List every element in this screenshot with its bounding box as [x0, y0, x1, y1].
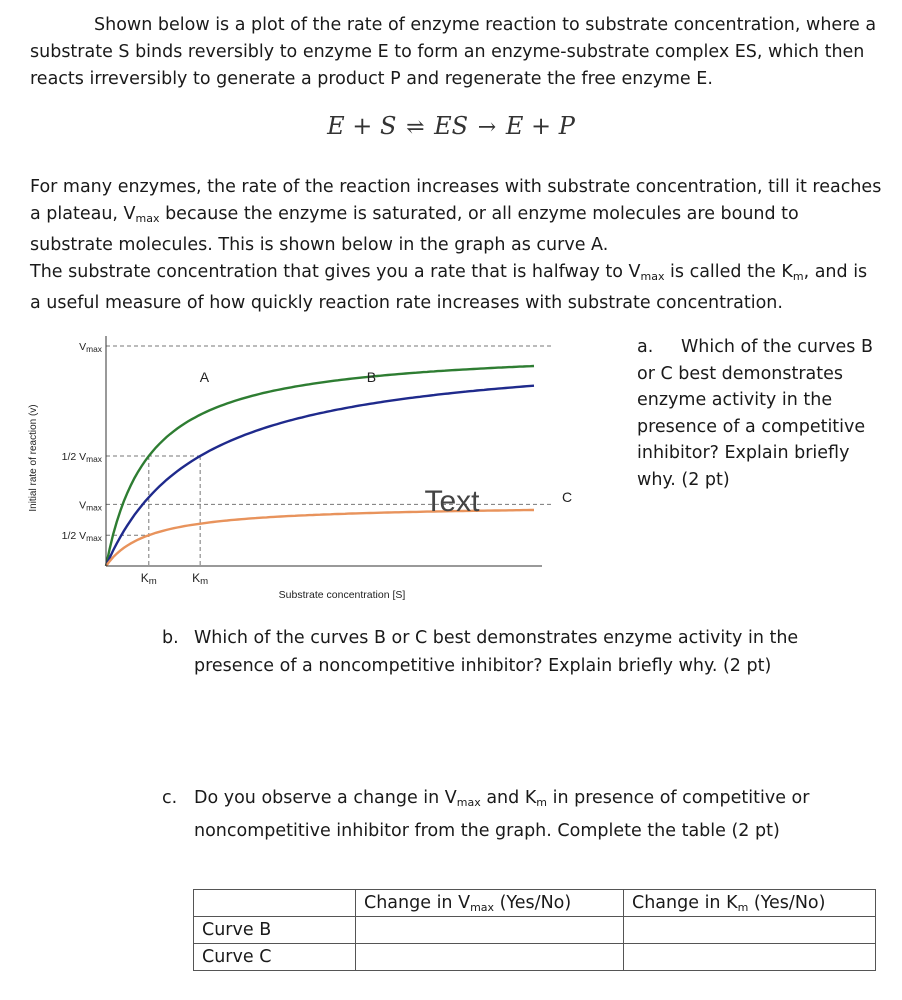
question-c-sub1: max — [456, 796, 481, 809]
table-header-vmax-a: Change in V — [364, 892, 471, 913]
enzyme-kinetics-chart — [22, 330, 622, 620]
y-tick-label-2: Vmax — [79, 499, 102, 513]
explanation-p2-sub2: m — [792, 270, 804, 283]
y-tick-label-1: 1/2 Vmax — [61, 451, 102, 464]
explanation-p2-a: The substrate concentration that gives you a rate that is halfway to V — [30, 262, 641, 282]
eq-complex: ES — [434, 112, 469, 140]
table-header-vmax-sub: max — [470, 900, 495, 914]
explanation-p1-a: For many enzymes, the rate of the reaction increases with substrate concentration, till it reaches a plateau, V — [30, 177, 882, 224]
reaction-equation — [0, 112, 902, 140]
curve-label-b: B — [366, 369, 377, 385]
chart-curves — [106, 366, 534, 566]
table-header-km-sub: m — [737, 900, 749, 914]
question-b-label: b. — [162, 628, 179, 648]
table-cell-b-vmax[interactable] — [356, 917, 624, 944]
question-b — [162, 624, 862, 680]
explanation-p1-sub: max — [135, 212, 160, 225]
question-b-text: Which of the curves B or C best demonstrates enzyme activity in the presence of a noncompetitive inhibitor? Explain briefly why. (2 pt) — [194, 628, 799, 676]
explanation-p2-c: , and is a useful measure of how quickly reaction rate increases with substrate concentration. — [30, 262, 868, 313]
overlay-text-placeholder: Text — [424, 485, 480, 518]
intro-paragraph: Shown below is a plot of the rate of enzyme reaction to substrate concentration, where a substrate S binds reversibly to enzyme E to form an enzyme-substrate complex ES, which then reacts irreversibly to generate a product P and regenerate the free enzyme E. — [30, 15, 877, 89]
eq-forward-arrow: → — [477, 115, 497, 140]
x-axis-title: Substrate concentration [S] — [278, 589, 406, 601]
question-c-text-a: Do you observe a change in V — [194, 788, 457, 808]
explanation-text — [30, 174, 882, 317]
table-header-km-a: Change in K — [632, 892, 738, 913]
question-c-sub2: m — [536, 796, 548, 809]
question-c-label: c. — [162, 788, 178, 808]
eq-reactants: E + S — [327, 112, 397, 140]
table-header-row — [194, 890, 876, 917]
x-tick-label-0: Km — [140, 571, 157, 587]
chart-guides — [106, 346, 554, 566]
question-a-label: a. — [637, 337, 654, 357]
curve-b — [106, 386, 534, 566]
explanation-p1-b: because the enzyme is saturated, or all enzyme molecules are bound to substrate molecules. This is shown below in the graph as curve A. — [30, 204, 799, 255]
table-row-label-curve-c: Curve C — [194, 944, 356, 971]
curve-a — [106, 366, 534, 566]
explanation-p2-sub1: max — [640, 270, 665, 283]
y-tick-label-0: Vmax — [79, 341, 102, 354]
question-c — [162, 784, 862, 845]
question-c-text — [194, 784, 862, 845]
curve-label-c: C — [561, 489, 573, 505]
table-header-km — [624, 890, 876, 917]
curve-c — [106, 510, 534, 566]
table-header-vmax — [356, 890, 624, 917]
table-header-blank — [194, 890, 356, 917]
table-row-label-curve-b: Curve B — [194, 917, 356, 944]
table-cell-c-vmax[interactable] — [356, 944, 624, 971]
y-tick-label-3: 1/2 Vmax — [61, 530, 102, 544]
table-cell-c-km[interactable] — [624, 944, 876, 971]
table-row — [194, 917, 876, 944]
y-axis-title: Initial rate of reaction (v) — [28, 404, 39, 512]
question-a — [637, 334, 887, 493]
table-header-km-b: (Yes/No) — [748, 892, 826, 913]
table-header-vmax-b: (Yes/No) — [494, 892, 572, 913]
table-row — [194, 944, 876, 971]
table-cell-b-km[interactable] — [624, 917, 876, 944]
curve-label-a: A — [199, 369, 210, 385]
question-a-text: Which of the curves B or C best demonstrates enzyme activity in the presence of a competitive inhibitor? Explain briefly why. (2 pt) — [637, 337, 873, 490]
answer-table — [193, 889, 876, 971]
question-c-text-b: and K — [480, 788, 537, 808]
eq-products: E + P — [505, 112, 575, 140]
explanation-p2-b: is called the K — [664, 262, 793, 282]
eq-reversible-arrow: ⇌ — [406, 115, 425, 140]
question-c-text-c: in presence of competitive or noncompetitive inhibitor from the graph. Complete the table (2 pt) — [194, 788, 810, 841]
x-tick-label-1: Km — [192, 571, 209, 587]
